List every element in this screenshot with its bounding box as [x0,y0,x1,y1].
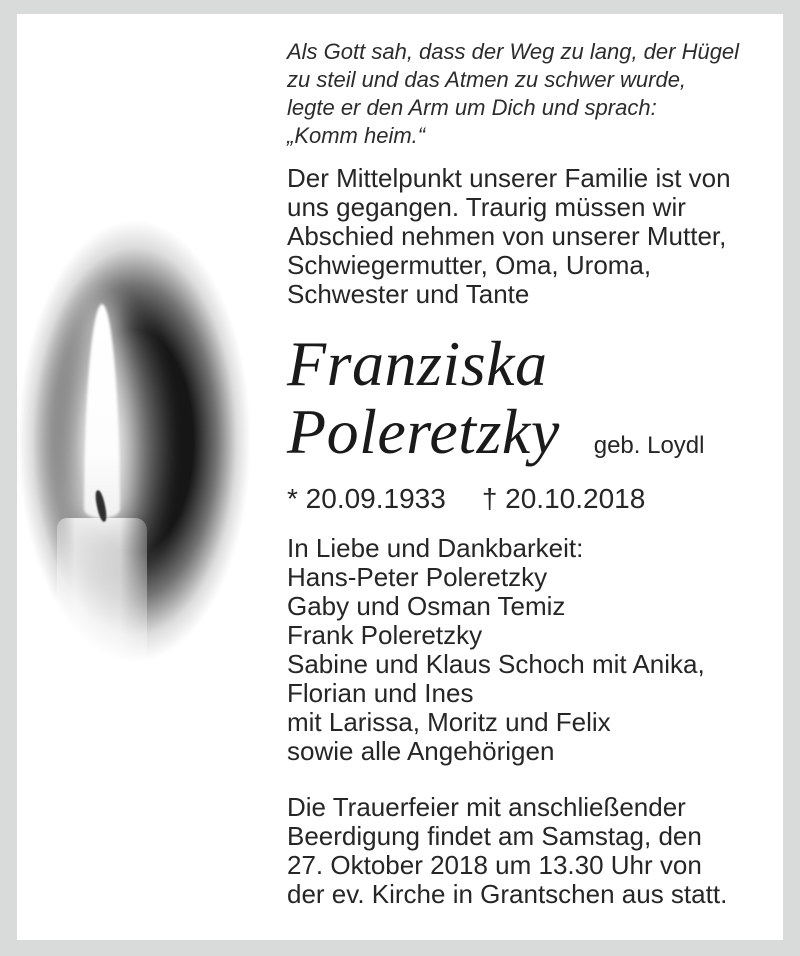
birth-date: * 20.09.1933 [287,483,446,514]
announcement-line: Schwester und Tante [287,279,530,309]
mourner-line: mit Larissa, Moritz und Felix [287,707,611,737]
verse-line: Als Gott sah, dass der Weg zu lang, der Hügel [287,39,740,64]
mourner-line: Frank Poleretzky [287,620,483,650]
mourner-line: Florian und Ines [287,678,474,708]
maiden-name: geb. Loydl [593,432,705,459]
candle-image [17,218,267,714]
announcement-line: uns gegangen. Traurig müssen wir [287,192,686,222]
memorial-verse [287,38,739,150]
obituary-text-column [287,14,783,940]
mourner-line: Gaby und Osman Temiz [287,591,566,621]
announcement-text [287,164,731,309]
vignette-fade [17,218,267,714]
mourner-line: Hans-Peter Poleretzky [287,562,548,592]
funeral-details [287,793,727,909]
announcement-line: Abschied nehmen von unserer Mutter, [287,221,727,251]
mourner-line: sowie alle Angehörigen [287,736,555,766]
mourners-heading: In Liebe und Dankbarkeit: [287,533,584,563]
announcement-line: Schwiegermutter, Oma, Uroma, [287,250,652,280]
verse-line: legte er den Arm um Dich und sprach: [287,95,657,120]
funeral-line: der ev. Kirche in Grantschen aus statt. [287,879,728,909]
deceased-last-name: Poleretzky [287,396,560,467]
obituary-page [17,14,783,940]
deceased-first-name: Franziska [287,328,548,399]
life-dates [287,484,645,514]
funeral-line: Beerdigung findet am Samstag, den [287,821,702,851]
deceased-last-name-row [287,398,704,480]
funeral-line: Die Trauerfeier mit anschließender [287,792,686,822]
mourners-list [287,534,705,766]
verse-line: zu steil und das Atmen zu schwer wurde, [287,67,687,92]
deceased-name [287,330,704,480]
death-date: † 20.10.2018 [481,483,646,514]
funeral-line: 27. Oktober 2018 um 13.30 Uhr von [287,850,702,880]
verse-line: „Komm heim.“ [287,123,426,148]
mourner-line: Sabine und Klaus Schoch mit Anika, [287,649,705,679]
announcement-line: Der Mittelpunkt unserer Familie ist von [287,163,731,193]
